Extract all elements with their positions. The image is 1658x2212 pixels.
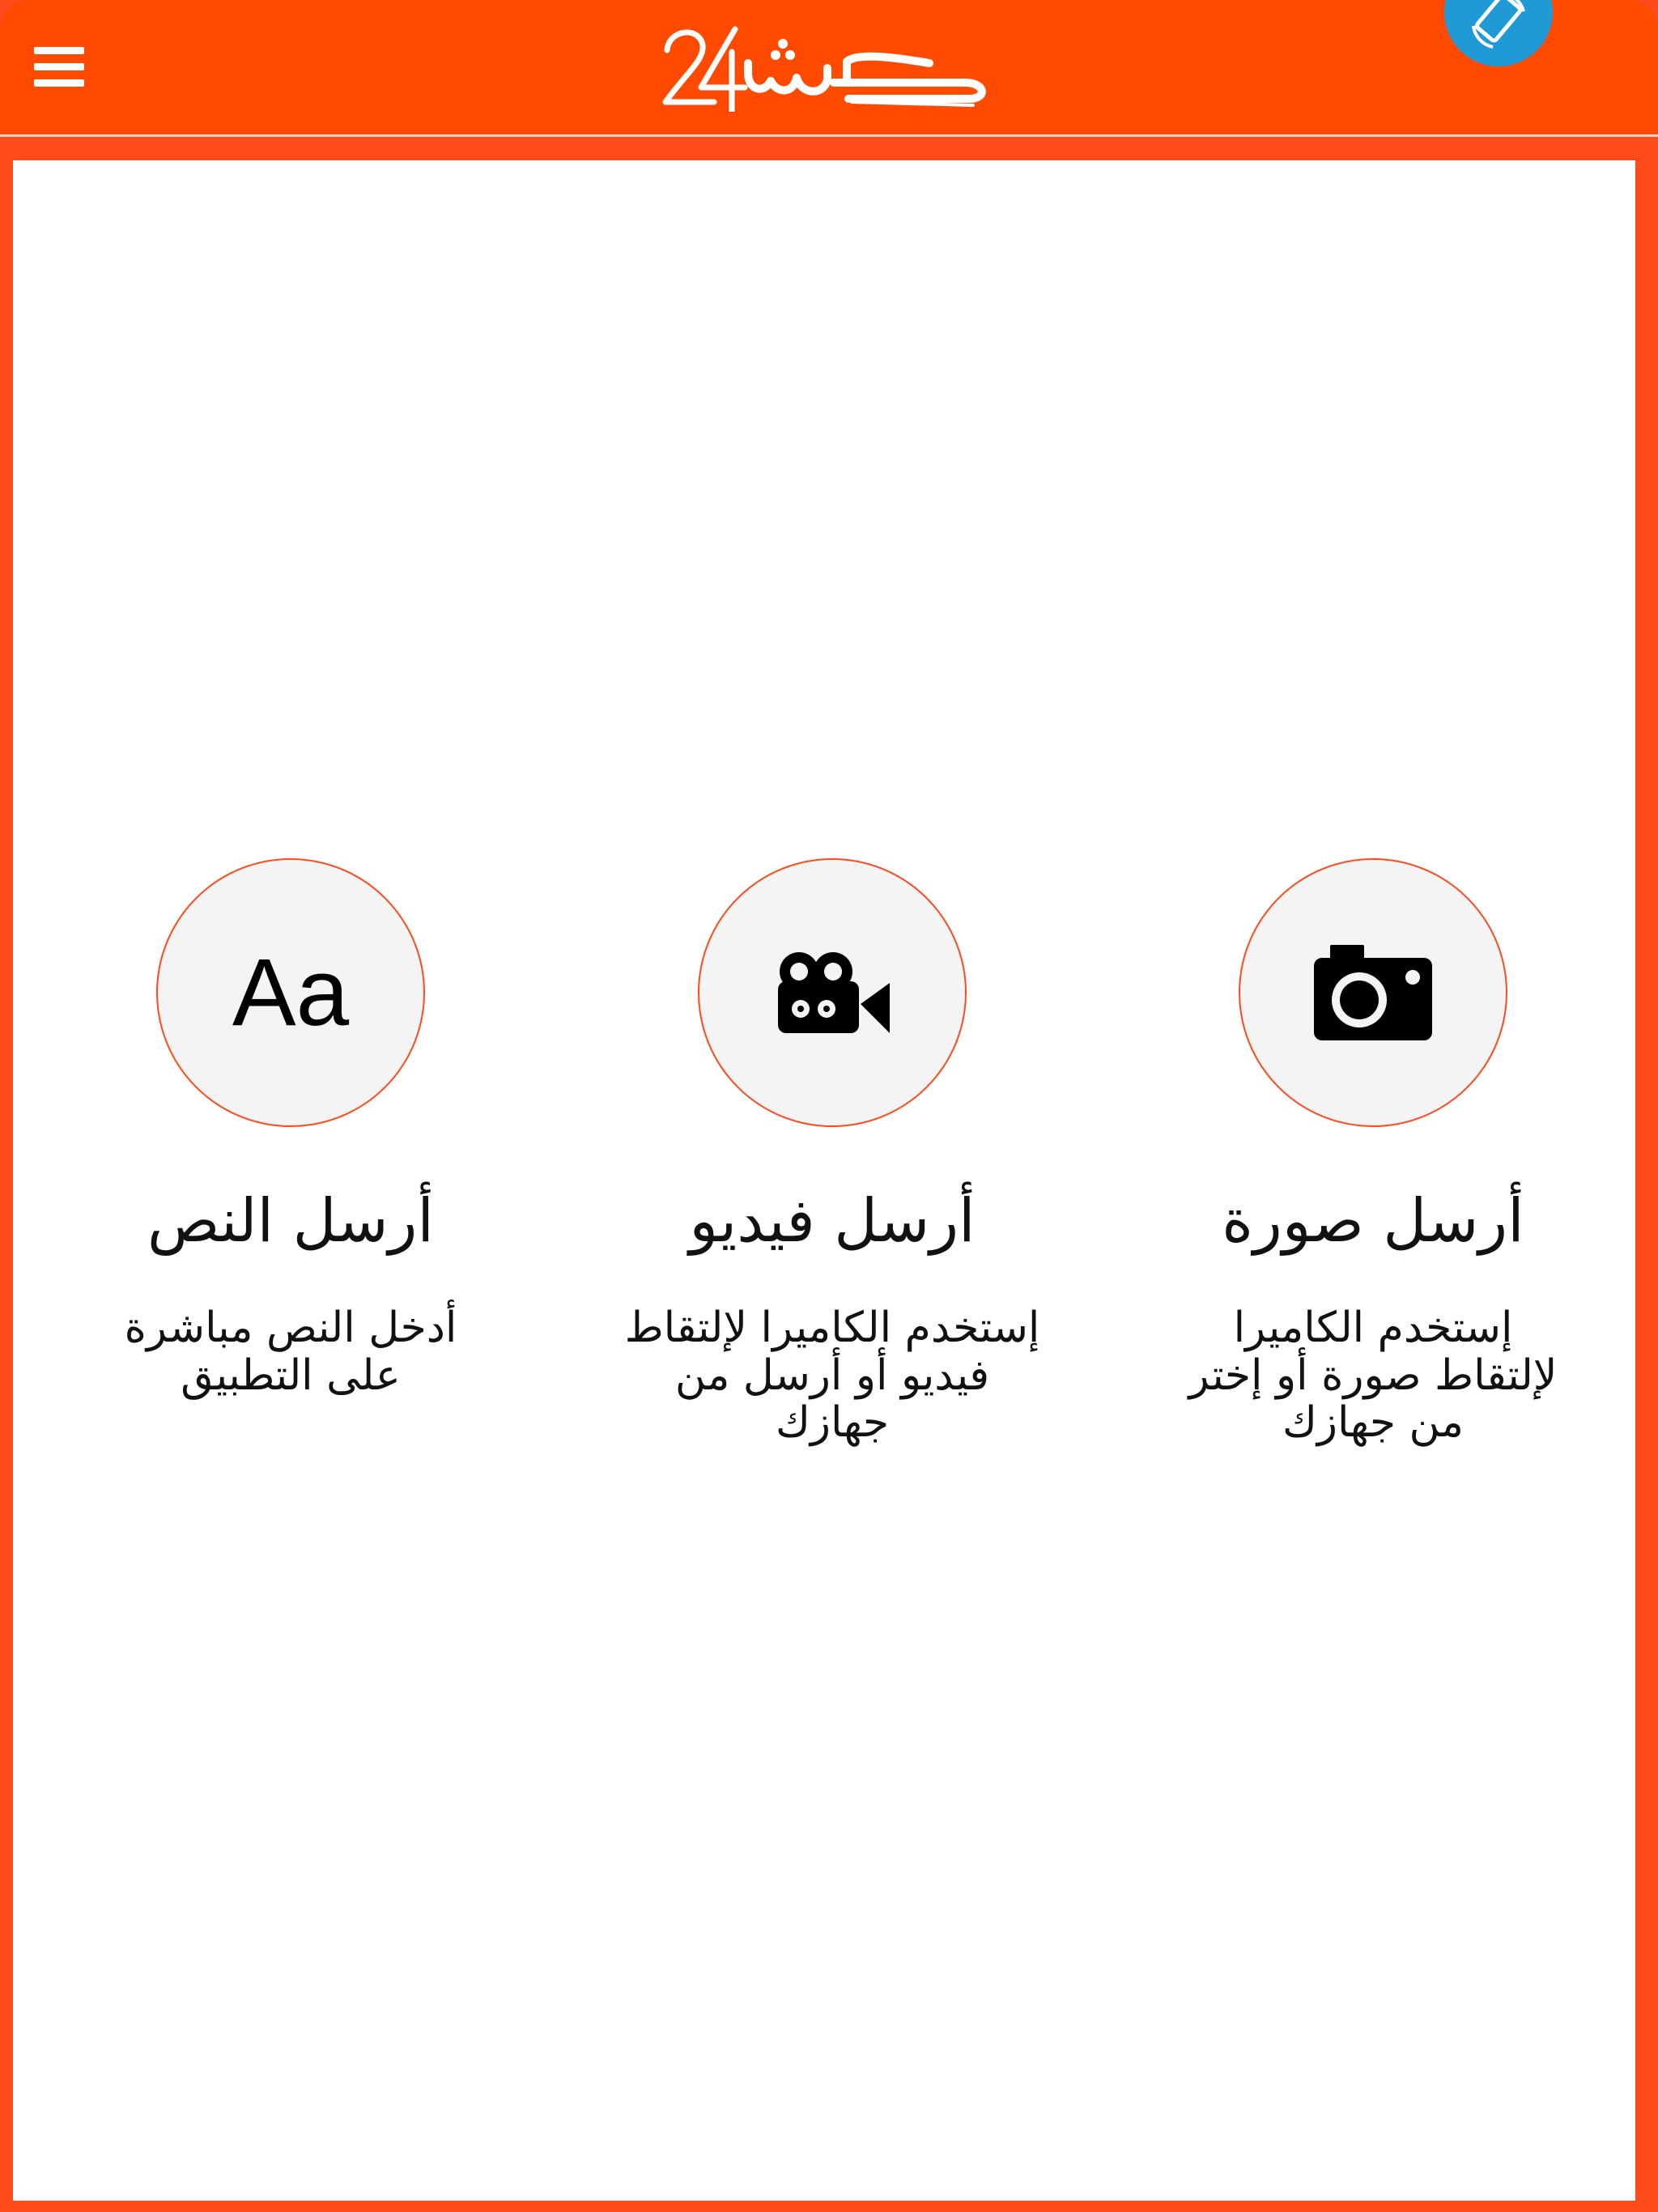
send-text-button[interactable] <box>156 858 425 1127</box>
send-video-button[interactable] <box>698 858 967 1127</box>
hamburger-menu-icon[interactable] <box>34 47 84 87</box>
send-video-title: أرسل فيديو <box>689 1186 976 1256</box>
screen-rotation-icon <box>1469 0 1528 53</box>
camera-icon <box>1312 943 1434 1042</box>
send-photo-title: أرسل صورة <box>1222 1186 1524 1256</box>
send-photo-button[interactable] <box>1239 858 1507 1127</box>
main-content <box>13 160 1635 2201</box>
send-text-option[interactable] <box>64 858 517 1399</box>
screen-rotation-button[interactable] <box>1444 0 1553 66</box>
header-divider <box>0 134 1658 137</box>
send-photo-description: إستخدم الكاميرا لإلتقاط صورة أو إختر من جهازك <box>1188 1304 1558 1447</box>
send-video-description: إستخدم الكاميرا لإلتقاط فيديو أو أرسل من جهازك <box>624 1304 1040 1447</box>
app-logo <box>657 23 991 112</box>
send-text-description: أدخل النص مباشرة على التطبيق <box>124 1304 457 1400</box>
send-video-option[interactable] <box>606 858 1059 1446</box>
video-camera-icon <box>772 949 893 1036</box>
text-icon: Aa <box>232 939 350 1046</box>
send-photo-option[interactable] <box>1146 858 1600 1446</box>
top-bar <box>0 0 1658 136</box>
send-text-title: أرسل النص <box>147 1186 434 1256</box>
